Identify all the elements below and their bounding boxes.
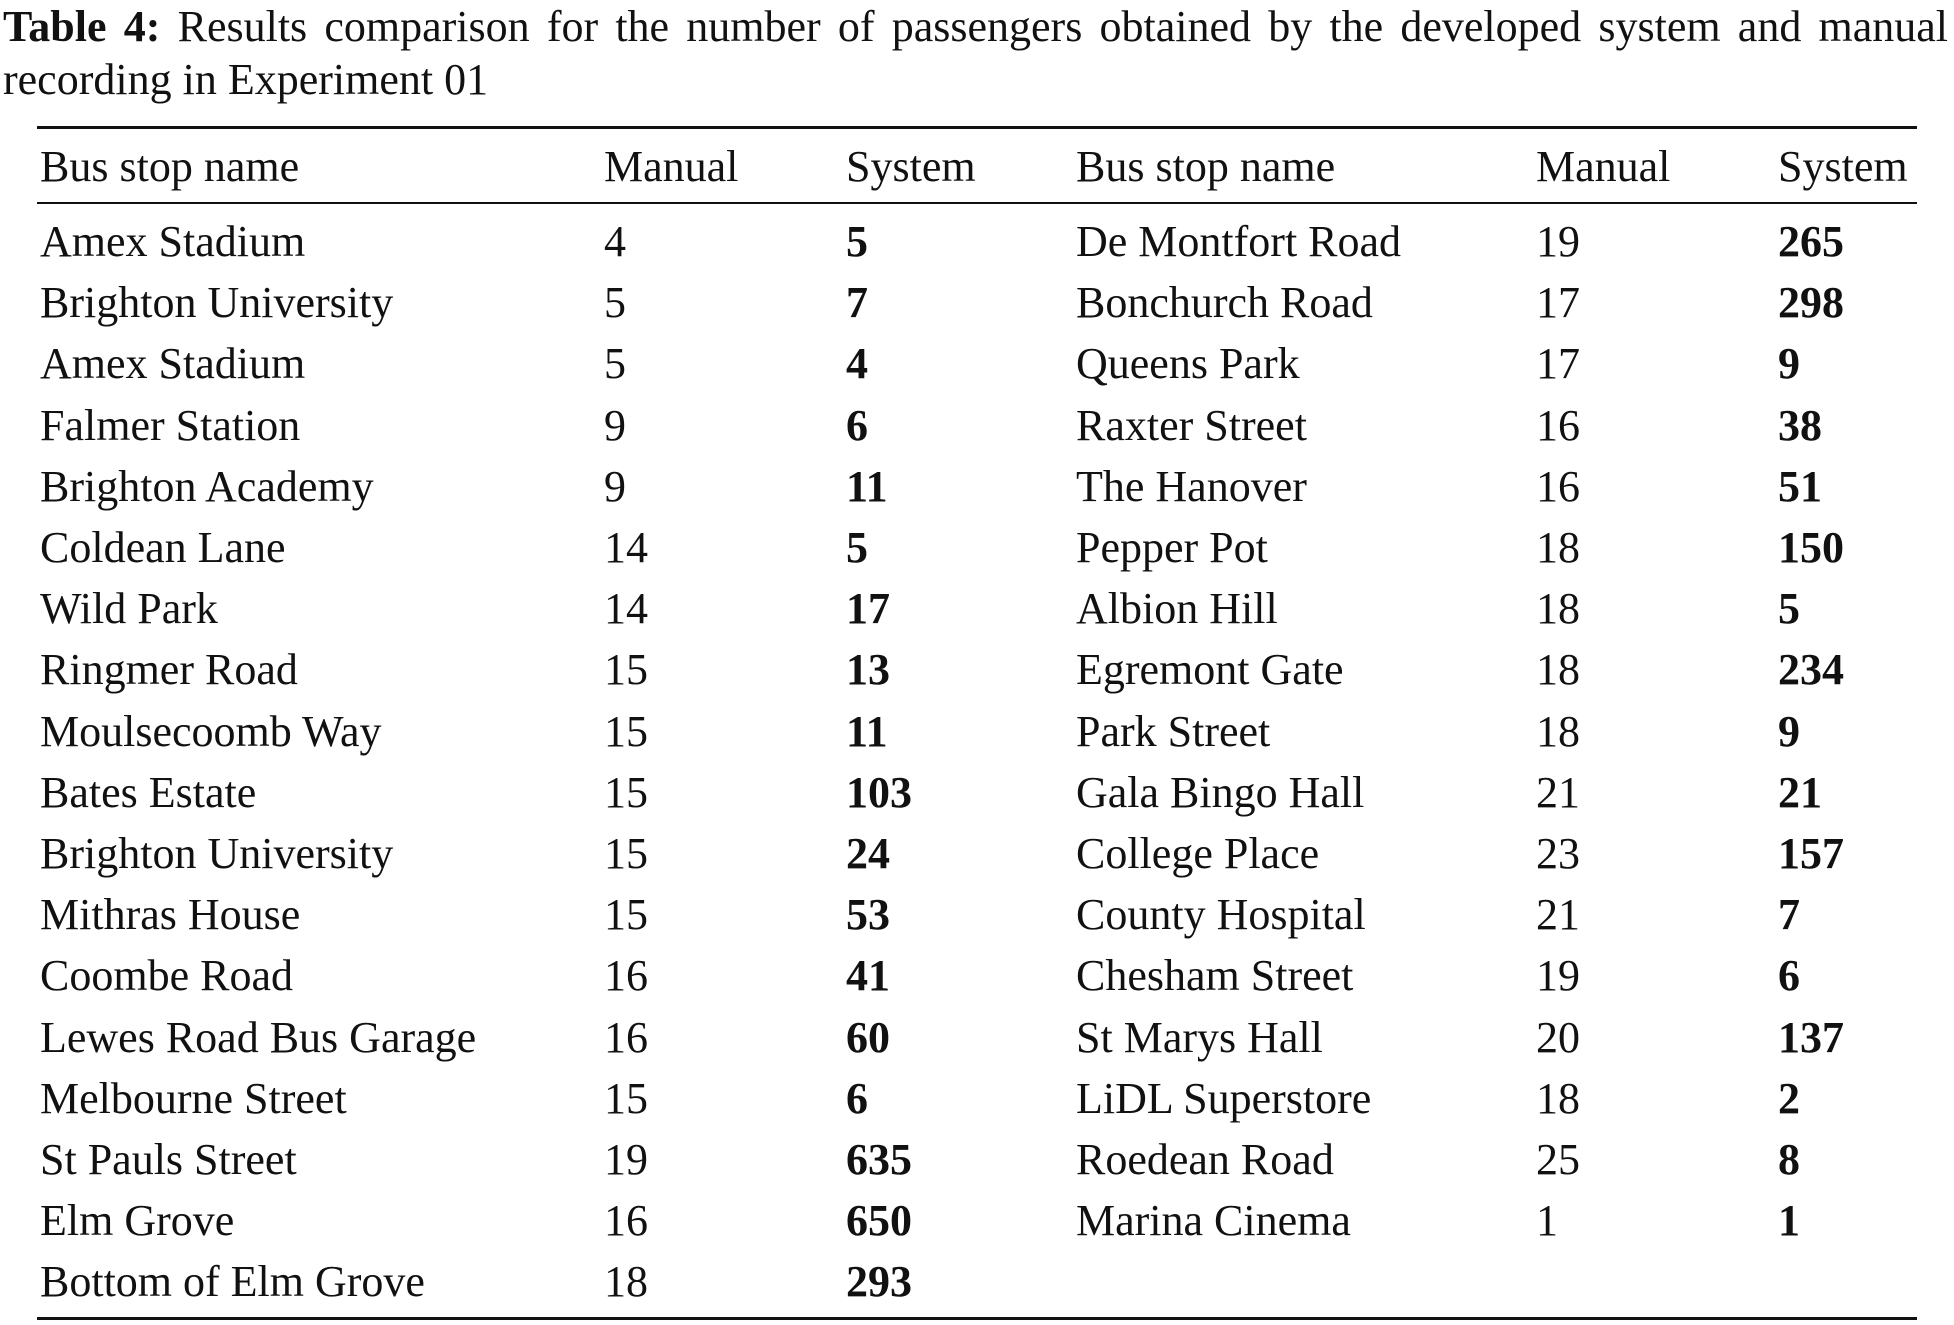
cell-manual-left: 5 — [604, 339, 626, 389]
cell-manual-right: 17 — [1536, 278, 1580, 328]
cell-manual-right: 19 — [1536, 951, 1580, 1001]
table-caption-label: Table 4: — [3, 2, 161, 51]
table-row — [0, 884, 1954, 945]
cell-manual-left: 15 — [604, 1073, 648, 1123]
cell-stop-name-right: Bonchurch Road — [1076, 278, 1373, 328]
table-top-rule — [37, 126, 1917, 129]
cell-stop-name-left: Mithras House — [40, 890, 301, 940]
cell-stop-name-left: Falmer Station — [40, 400, 301, 450]
cell-manual-left: 16 — [604, 951, 648, 1001]
header-system-left: System — [846, 142, 976, 191]
cell-manual-right: 21 — [1536, 767, 1580, 817]
header-bus-stop-name-right: Bus stop name — [1076, 142, 1336, 191]
table-row — [0, 395, 1954, 456]
cell-manual-right: 1 — [1536, 1196, 1558, 1246]
cell-stop-name-left: Brighton Academy — [40, 461, 374, 511]
cell-system-right: 9 — [1778, 339, 1800, 389]
table-row — [0, 762, 1954, 823]
cell-system-left: 17 — [846, 584, 890, 634]
table-header-rule — [37, 202, 1917, 204]
cell-system-left: 103 — [846, 767, 912, 817]
table-caption — [3, 0, 1948, 106]
cell-system-left: 5 — [846, 217, 868, 266]
cell-system-left: 7 — [846, 278, 868, 328]
cell-manual-right: 16 — [1536, 400, 1580, 450]
cell-manual-right: 18 — [1536, 706, 1580, 756]
cell-manual-left: 15 — [604, 767, 648, 817]
table-row — [0, 1190, 1954, 1251]
cell-stop-name-left: Melbourne Street — [40, 1073, 347, 1123]
cell-system-left: 60 — [846, 1012, 890, 1062]
cell-stop-name-right: Chesham Street — [1076, 951, 1354, 1001]
cell-manual-left: 15 — [604, 829, 648, 878]
cell-system-left: 13 — [846, 645, 890, 695]
cell-system-left: 6 — [846, 1073, 868, 1123]
header-bus-stop-name-left: Bus stop name — [40, 142, 300, 191]
header-manual-left: Manual — [604, 142, 739, 191]
cell-manual-right: 20 — [1536, 1012, 1580, 1062]
cell-stop-name-right: St Marys Hall — [1076, 1012, 1323, 1062]
cell-stop-name-left: Lewes Road Bus Garage — [40, 1012, 477, 1062]
cell-system-left: 4 — [846, 339, 868, 389]
cell-manual-right: 18 — [1536, 1073, 1580, 1123]
cell-system-right: 2 — [1778, 1073, 1800, 1123]
header-manual-right: Manual — [1536, 142, 1671, 191]
cell-manual-left: 14 — [604, 584, 648, 634]
cell-system-right: 7 — [1778, 890, 1800, 940]
cell-system-right: 137 — [1778, 1012, 1844, 1062]
table-caption-text: Results comparison for the number of passengers obtained by the developed system and manual recording in Experiment 01 — [3, 2, 1949, 104]
cell-stop-name-left: Brighton University — [40, 278, 394, 328]
table-row — [0, 639, 1954, 700]
cell-manual-left: 9 — [604, 461, 626, 511]
cell-manual-right: 18 — [1536, 645, 1580, 695]
cell-manual-left: 5 — [604, 278, 626, 328]
cell-system-left: 11 — [846, 706, 888, 756]
cell-stop-name-right: The Hanover — [1076, 461, 1307, 511]
cell-system-right: 157 — [1778, 829, 1844, 878]
cell-stop-name-right: Egremont Gate — [1076, 645, 1344, 695]
cell-system-left: 53 — [846, 890, 890, 940]
cell-manual-left: 16 — [604, 1196, 648, 1246]
header-system-right: System — [1778, 142, 1908, 191]
cell-system-left: 5 — [846, 523, 868, 572]
cell-manual-right: 18 — [1536, 584, 1580, 634]
table-row — [0, 945, 1954, 1006]
table-row — [0, 823, 1954, 884]
table-row — [0, 1129, 1954, 1190]
cell-system-right: 38 — [1778, 400, 1822, 450]
cell-stop-name-right: Marina Cinema — [1076, 1196, 1351, 1246]
cell-stop-name-right: Pepper Pot — [1076, 523, 1268, 572]
cell-manual-right: 19 — [1536, 217, 1580, 266]
table-row — [0, 578, 1954, 639]
cell-stop-name-left: St Pauls Street — [40, 1135, 297, 1184]
table-row — [0, 333, 1954, 394]
cell-stop-name-right: Gala Bingo Hall — [1076, 767, 1365, 817]
cell-stop-name-left: Coldean Lane — [40, 523, 286, 572]
cell-stop-name-left: Elm Grove — [40, 1196, 235, 1246]
table-row — [0, 1007, 1954, 1068]
cell-manual-left: 15 — [604, 706, 648, 756]
cell-manual-left: 19 — [604, 1135, 648, 1184]
cell-stop-name-left: Amex Stadium — [40, 339, 306, 389]
cell-system-left: 11 — [846, 461, 888, 511]
table-row — [0, 701, 1954, 762]
table-row — [0, 1251, 1954, 1312]
cell-stop-name-left: Amex Stadium — [40, 217, 306, 266]
cell-system-left: 635 — [846, 1135, 912, 1184]
cell-stop-name-left: Bottom of Elm Grove — [40, 1257, 425, 1307]
cell-system-left: 24 — [846, 829, 890, 878]
table-row — [0, 456, 1954, 517]
cell-system-left: 650 — [846, 1196, 912, 1246]
cell-stop-name-right: Albion Hill — [1076, 584, 1278, 634]
cell-manual-right: 21 — [1536, 890, 1580, 940]
cell-system-right: 265 — [1778, 217, 1844, 266]
cell-system-right: 51 — [1778, 461, 1822, 511]
cell-manual-right: 16 — [1536, 461, 1580, 511]
cell-stop-name-right: LiDL Superstore — [1076, 1073, 1372, 1123]
cell-system-right: 5 — [1778, 584, 1800, 634]
cell-stop-name-left: Ringmer Road — [40, 645, 298, 695]
table-bottom-rule — [37, 1317, 1917, 1320]
cell-manual-left: 15 — [604, 645, 648, 695]
cell-stop-name-right: Roedean Road — [1076, 1135, 1334, 1184]
cell-system-right: 298 — [1778, 278, 1844, 328]
table-row — [0, 272, 1954, 333]
cell-manual-left: 9 — [604, 400, 626, 450]
cell-stop-name-right: College Place — [1076, 829, 1320, 878]
cell-stop-name-left: Coombe Road — [40, 951, 293, 1001]
table-header-row — [0, 136, 1954, 197]
cell-system-right: 6 — [1778, 951, 1800, 1001]
cell-system-right: 9 — [1778, 706, 1800, 756]
cell-stop-name-left: Wild Park — [40, 584, 218, 634]
cell-stop-name-left: Bates Estate — [40, 767, 257, 817]
cell-manual-right: 17 — [1536, 339, 1580, 389]
cell-manual-right: 23 — [1536, 829, 1580, 878]
cell-manual-right: 18 — [1536, 523, 1580, 572]
cell-system-right: 1 — [1778, 1196, 1800, 1246]
cell-system-left: 293 — [846, 1257, 912, 1307]
cell-system-right: 234 — [1778, 645, 1844, 695]
cell-stop-name-right: Park Street — [1076, 706, 1271, 756]
cell-system-right: 150 — [1778, 523, 1844, 572]
cell-stop-name-right: De Montfort Road — [1076, 217, 1402, 266]
cell-system-right: 8 — [1778, 1135, 1800, 1184]
cell-system-left: 6 — [846, 400, 868, 450]
cell-stop-name-left: Brighton University — [40, 829, 394, 878]
cell-manual-left: 4 — [604, 217, 626, 266]
table-row — [0, 1068, 1954, 1129]
cell-system-left: 41 — [846, 951, 890, 1001]
cell-manual-left: 18 — [604, 1257, 648, 1307]
cell-system-right: 21 — [1778, 767, 1822, 817]
cell-stop-name-right: County Hospital — [1076, 890, 1366, 940]
cell-manual-left: 15 — [604, 890, 648, 940]
table-row — [0, 517, 1954, 578]
cell-manual-left: 16 — [604, 1012, 648, 1062]
table-row — [0, 211, 1954, 272]
cell-stop-name-right: Queens Park — [1076, 339, 1300, 389]
cell-stop-name-right: Raxter Street — [1076, 400, 1307, 450]
cell-stop-name-left: Moulsecoomb Way — [40, 706, 382, 756]
cell-manual-right: 25 — [1536, 1135, 1580, 1184]
cell-manual-left: 14 — [604, 523, 648, 572]
